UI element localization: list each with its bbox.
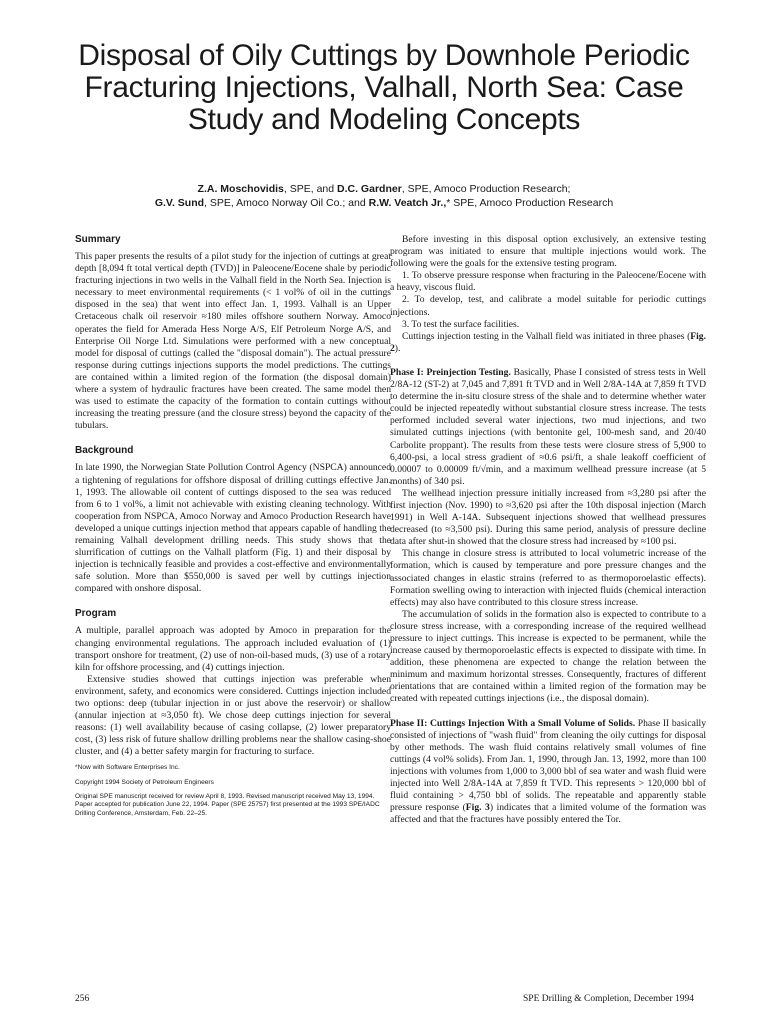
run-in-heading-phase-1: Phase I: Preinjection Testing. [390, 366, 511, 378]
author-affiliation: * SPE, Amoco Production Research [446, 197, 614, 209]
program-paragraph: Extensive studies showed that cuttings injection was preferable when environment, safety, and economics were considered. Cuttings injection included two options: deep (tubular injection in or just above the reservoir) or shallow (annular injection at ≈3,050 ft). We chose deep cuttings injection for several reasons: (1) well availability because of casing collapse, (2) lower preparatory cost, (3) less risk of future shallow drilling problems near the shallow casing-shoe cluster, and (4) a better safety margin for fracturing to surface. [75, 673, 391, 758]
footnote-copyright: Copyright 1994 Society of Petroleum Engineers [75, 778, 214, 786]
author-line-1 [40, 182, 728, 196]
section-heading-program: Program [75, 608, 117, 620]
background-paragraph: In late 1990, the Norwegian State Pollution Control Agency (NSPCA) announced a tightening of regulations for offshore disposal of drilling cuttings effective Jan. 1, 1993. The allowable oil content of cuttings disposed to the sea was reduced from 6 to 1 vol%, a limit not achievable with existing cleaning technology. With cooperation from NSPCA, Amoco Norway and Amoco Production Research have developed a unique cuttings injection method that appears capable of handling the remaining Valhall development drilling needs. This study shows that the slurrification of cuttings on the Valhall platform (Fig. 1) and their disposal by injection is technically feasible and provides a cost-effective and environmentally safe solution. More than $550,000 is saved per well by cuttings injection compared with onshore disposal. [75, 462, 391, 595]
figure-reference: Fig. 2 [390, 330, 706, 354]
author-name: D.C. Gardner [337, 183, 402, 195]
right-column [390, 234, 706, 826]
body-paragraph: This change in closure stress is attributed to local volumetric increase of the formation, which is caused by temperature and pore pressure changes and the associated changes in elastic strains (referred to as thermoporoelastic effects). Formation swelling owing to interaction with injected fluids (chemical interaction effects) may also have contributed to this closure stress increase. [390, 548, 706, 608]
goal-item: 3. To test the surface facilities. [402, 318, 520, 330]
author-affiliation: , SPE, Amoco Production Research; [401, 183, 571, 195]
left-column [75, 234, 391, 824]
author-line-2 [40, 196, 728, 210]
author-affiliation: , SPE, and [283, 183, 338, 195]
program-paragraph: A multiple, parallel approach was adopted by Amoco in preparation for the changing environmental regulations. The approach included evaluation of (1) transport onshore for treatment, (2) use of non-oil-based muds, (3) use of a rotary kiln for offshore processing, and (4) cuttings injection. [75, 625, 391, 673]
paper-title: Disposal of Oily Cuttings by Downhole Periodic Fracturing Injections, Valhall, North Sea: Case Study and Modeling Concepts [78, 39, 690, 136]
author-block [40, 182, 728, 210]
section-heading-background: Background [75, 445, 134, 457]
phase-1-paragraph: Phase I: Preinjection Testing. Basically, Phase I consisted of stress tests in Well 2/8A-12 (ST-2) at 7,045 and 7,891 ft TVD and in Well 2/8A-14A at 7,859 ft TVD to determine the in-situ closure stress of the shale and to determine whether water could be injected repeatedly without substantial closure stress increase. The tests performed included several water injections, two mud injections, and two simulated cuttings injections (with bentonite gel, 100-mesh sand, and 20/40 Carbolite proppant). The results from these tests were closure stress of 5,900 to 6,400-psi, a local stress gradient of ≈0.6 psi/ft, a shale leakoff coefficient of 0.00007 to 0.00009 ft/√min, and a maximum wellhead pressure increase (at 5 months) of 340 psi. [390, 366, 706, 487]
page-number: 256 [75, 994, 90, 1004]
author-name: R.W. Veatch Jr., [368, 197, 447, 209]
author-affiliation: , SPE, Amoco Norway Oil Co.; and [204, 197, 369, 209]
body-paragraph: The wellhead injection pressure initially increased from ≈3,280 psi after the first injection (Nov. 1990) to ≈3,620 psi after the 10th disposal injection (March 1991) in Well A-14A. Subsequent injections showed that wellhead pressures decreased (to ≈3,500 psi). During this same period, analysis of pressure decline data after shut-in showed that the closure stress had increased by ≈100 psi. [390, 487, 706, 548]
journal-footer: SPE Drilling & Completion, December 1994 [523, 994, 694, 1004]
goal-item: 2. To develop, test, and calibrate a model suitable for periodic cuttings injections. [390, 294, 706, 318]
body-paragraph: Cuttings injection testing in the Valhall field was initiated in three phases (Fig. 2). [390, 330, 706, 354]
goal-item: 1. To observe pressure response when fracturing in the Paleocene/Eocene with a heavy, viscous fluid. [390, 270, 706, 294]
run-in-heading-phase-2: Phase II: Cuttings Injection With a Small Volume of Solids. [390, 717, 636, 729]
author-name: Z.A. Moschovidis [197, 183, 284, 195]
phase-2-paragraph: Phase II: Cuttings Injection With a Small Volume of Solids. Phase II basically consisted of injections of "wash fluid" from cleaning the oily cuttings for disposal by other methods. The wash fluid contains relatively small volumes of fine cuttings (4 vol% solids). From Jan. 1, 1990, through Jan. 13, 1992, more than 100 injections with volumes from 1,000 to 3,000 bbl of sea water and wash fluid were injected into Well 2/8A-14A at 7,859 ft TVD. This represents > 120,000 bbl of fluid containing > 4,750 bbl of solids. The repeatable and apparently stable pressure response (Fig. 3) indicates that a limited volume of the formation was affected and that the fractures have possibly entered the Tor. [390, 717, 706, 826]
body-paragraph: Before investing in this disposal option exclusively, an extensive testing program was initiated to ensure that multiple injections would work. The following were the goals for the extensive testing program. [390, 234, 706, 270]
footnote-affiliation: *Now with Software Enterprises Inc. [75, 764, 180, 772]
footnotes [75, 764, 391, 817]
figure-reference: Fig. 3 [465, 802, 490, 814]
body-paragraph: The accumulation of solids in the formation also is expected to contribute to a closure stress increase, with a corresponding increase of the required wellhead pressure to inject cuttings. This increase is expected to be permanent, while the increase caused by thermoporoelastic effects is expected to dissipate with time. In addition, these phenomena are expected to change the relation between the minimum and maximum horizontal stresses. Consequently, fractures of different orientations that are contained within a limited region of the formation may be created with repeated cuttings injections (i.e., the disposal domain). [390, 608, 706, 705]
footnote-manuscript: Original SPE manuscript received for review April 8, 1993. Revised manuscript received May 13, 1994. Paper accepted for publication June 22, 1994. Paper (SPE 25757) first presented at the 1993 SPE/IADC Drilling Conference, Amsterdam, Feb. 22–25. [75, 793, 380, 817]
section-heading-summary: Summary [75, 234, 121, 245]
summary-paragraph: This paper presents the results of a pilot study for the injection of cuttings at great depth [8,094 ft total vertical depth (TVD)] in Paleocene/Eocene shale by periodic fracturing injections in two wells in the Valhall field in the North Sea. Injection is necessary to meet environmental requirements (< 1 vol% of oil in the cuttings disposed in the sea) that went into effect Jan. 1, 1993. Valhall is an Upper Cretaceous chalk oil reservoir ≈180 miles offshore southern Norway. Amoco operates the field for Amerada Hess Norge A/S, Elf Petroleum Norge A/S, and Enterprise Oil Norge Ltd. Simulations were performed with a new conceptual model for disposal of cuttings (called the "disposal domain"). The actual pressure response during cuttings injections supports the model predictions. The cuttings are contained within a limited region of the formation (the disposal domain) where a system of hydraulic fractures have been created. The same model then was used to estimate the capacity of the formation to contain cuttings without increasing the treating pressure (and the closure stress) beyond the capacity of the tubulars. [75, 251, 391, 432]
author-name: G.V. Sund [154, 197, 205, 209]
